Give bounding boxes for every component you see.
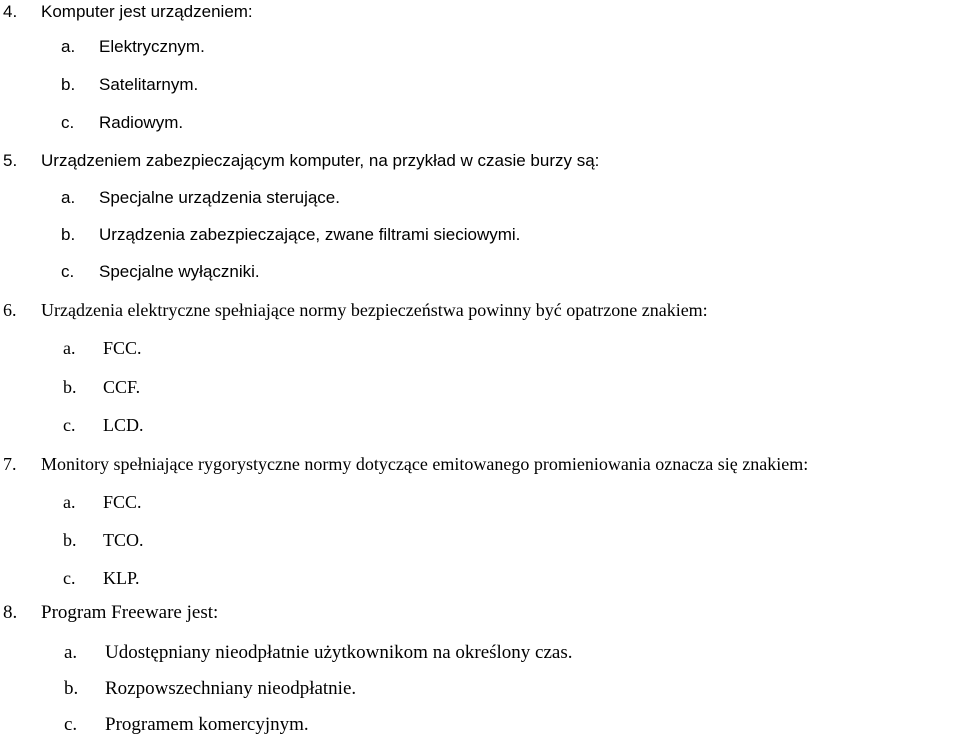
option-letter: b. [63, 530, 77, 550]
question-text: Komputer jest urządzeniem: [41, 2, 253, 21]
question-text: Monitory spełniające rygorystyczne normy dotyczące emitowanego promieniowania oznacza się znakiem: [41, 454, 809, 474]
option-text: Radiowym. [99, 113, 184, 132]
option-text: Satelitarnym. [99, 75, 199, 94]
option-letter: a. [61, 188, 76, 207]
question-number: 5. [3, 151, 18, 170]
option-letter: b. [61, 225, 76, 244]
question-text: Program Freeware jest: [41, 602, 219, 623]
option-letter: a. [61, 37, 76, 56]
option-text: KLP. [103, 568, 140, 588]
option-letter: a. [63, 492, 76, 512]
option-text: Programem komercyjnym. [105, 714, 309, 735]
question-number: 6. [3, 300, 17, 320]
option-text: CCF. [103, 377, 141, 397]
option-text: Rozpowszechniany nieodpłatnie. [105, 678, 357, 699]
option-text: Udostępniany nieodpłatnie użytkownikom na określony czas. [105, 642, 573, 663]
option-letter: a. [63, 338, 76, 358]
question-number: 8. [3, 602, 18, 623]
option-letter: c. [64, 714, 78, 735]
option-letter: c. [61, 113, 75, 132]
option-text: LCD. [103, 415, 144, 435]
option-letter: c. [61, 262, 75, 281]
question-number: 7. [3, 454, 17, 474]
question-number: 4. [3, 2, 18, 21]
option-text: FCC. [103, 492, 142, 512]
question-text: Urządzenia elektryczne spełniające normy bezpieczeństwa powinny być opatrzone znakiem: [41, 300, 708, 320]
option-letter: b. [64, 678, 79, 699]
option-letter: c. [63, 415, 76, 435]
option-text: FCC. [103, 338, 142, 358]
option-text: TCO. [103, 530, 144, 550]
option-letter: b. [63, 377, 77, 397]
option-text: Specjalne wyłączniki. [99, 262, 260, 281]
option-text: Specjalne urządzenia sterujące. [99, 188, 340, 207]
option-text: Elektrycznym. [99, 37, 205, 56]
option-letter: a. [64, 642, 78, 663]
option-letter: c. [63, 568, 76, 588]
question-text: Urządzeniem zabezpieczającym komputer, na przykład w czasie burzy są: [41, 151, 600, 170]
option-letter: b. [61, 75, 76, 94]
option-text: Urządzenia zabezpieczające, zwane filtrami sieciowymi. [99, 225, 521, 244]
